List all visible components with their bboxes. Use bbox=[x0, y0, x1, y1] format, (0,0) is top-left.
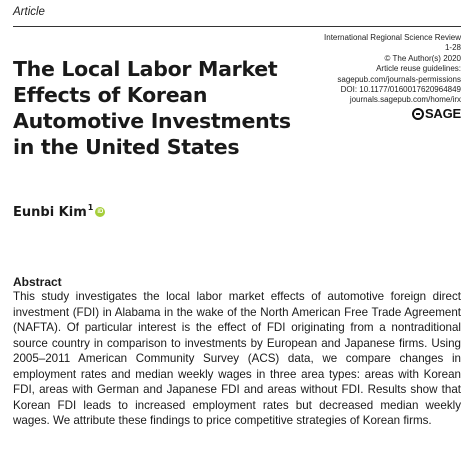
reuse-guidelines-label: Article reuse guidelines: bbox=[376, 64, 461, 74]
sage-logo-icon bbox=[412, 107, 461, 121]
reuse-guidelines-link[interactable]: sagepub.com/journals-permissions bbox=[337, 74, 461, 84]
abstract-body: This study investigates the local labor market effects of automotive foreign direct investment (FDI) in Alabama in the wake of the North American Free Trade Agreement (NAFTA). Of particular interest is the effect of FDI originating from a nontraditional source country in comparison to investments by European and Japanese firms. Using 2005–2011 American Community Survey (ACS) data, we compare changes in employment rates and median weekly wages in three area types: areas with Korean FDI, areas with German and Japanese FDI and areas without FDI. Results show that Korean FDI leads to increased employment rates but decreased median weekly wages. We attribute these findings to price competitive strategies of Korean firms. bbox=[13, 290, 461, 427]
article-type-label: Article bbox=[13, 6, 45, 18]
orcid-icon[interactable]: iD bbox=[97, 209, 104, 215]
journal-meta bbox=[301, 33, 461, 123]
sage-logo-mark bbox=[412, 108, 424, 120]
author-name[interactable]: Eunbi Kim bbox=[13, 205, 87, 220]
article-title: The Local Labor Market Effects of Korean Automotive Investments in the United States bbox=[13, 57, 291, 159]
copyright-notice: © The Author(s) 2020 bbox=[384, 53, 461, 63]
page-range: 1-28 bbox=[444, 43, 461, 53]
abstract-heading: Abstract bbox=[13, 275, 62, 289]
publisher-name: SAGE bbox=[424, 105, 461, 121]
header-divider bbox=[13, 26, 461, 27]
journal-name: International Regional Science Review bbox=[324, 33, 461, 42]
journal-homepage-link[interactable]: journals.sagepub.com/home/irx bbox=[349, 95, 461, 105]
doi[interactable]: DOI: 10.1177/0160017620964849 bbox=[340, 85, 461, 95]
author-line bbox=[13, 205, 105, 220]
affiliation-mark: 1 bbox=[87, 203, 94, 212]
